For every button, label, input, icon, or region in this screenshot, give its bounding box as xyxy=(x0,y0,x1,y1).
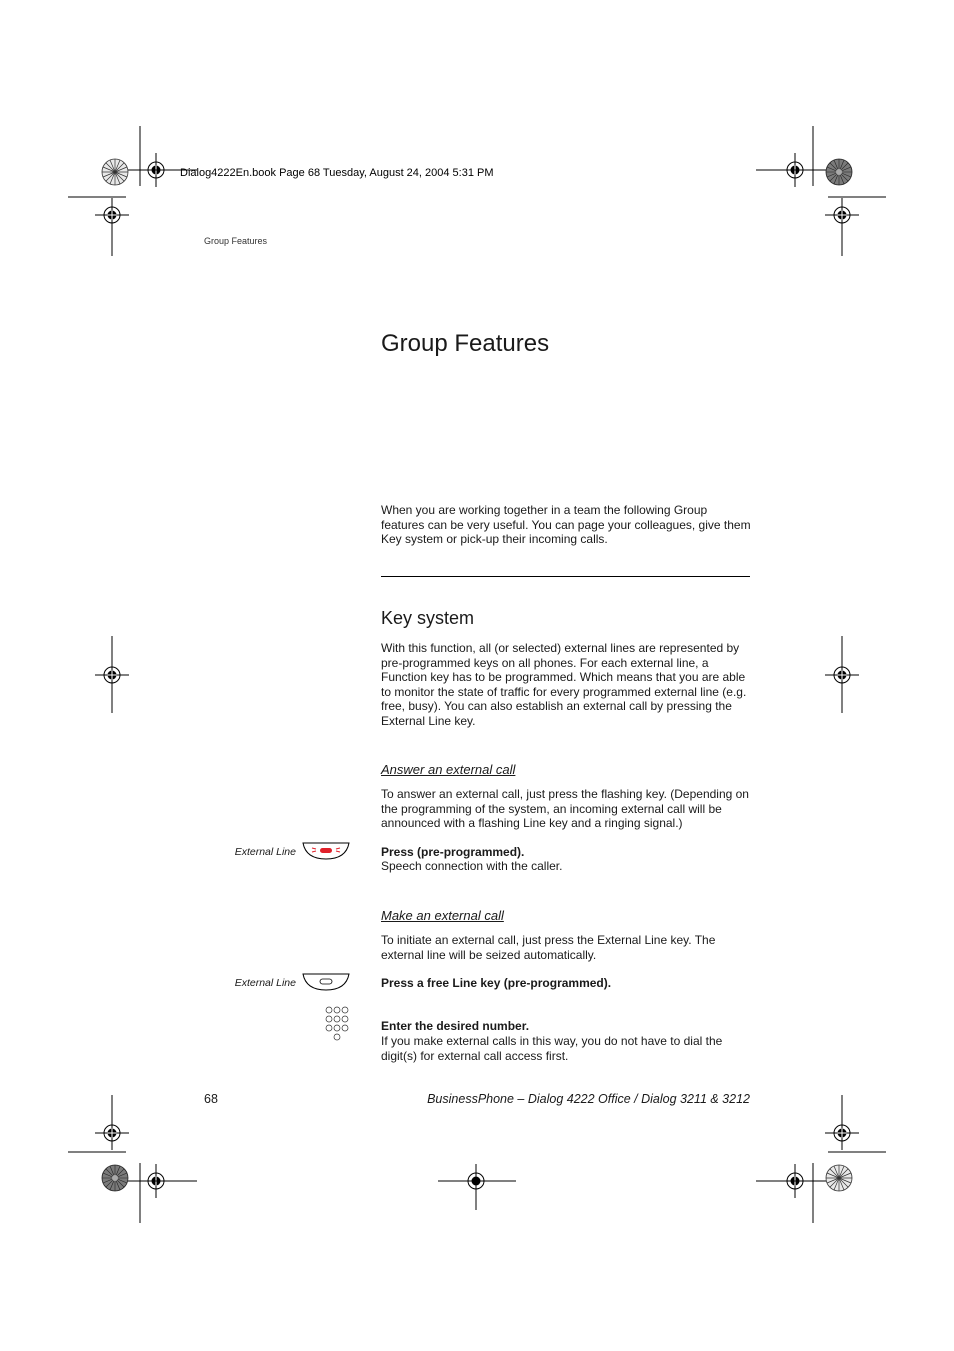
section-title: Key system xyxy=(381,608,475,628)
flashing-line-key-icon xyxy=(302,841,350,861)
section-body: With this function, all (or selected) external lines are represented by pre-programmed keys on all phones. For each external line, a Function key has to be programmed. Which means that you are able to monitor the state of traffic for every programmed external line (e.g. free, busy). You can also establish an external call by pressing the External Line key. xyxy=(381,641,747,728)
page-number: 68 xyxy=(204,1092,218,1106)
make-title: Make an external call xyxy=(381,908,504,923)
print-header: Dialog4222En.book Page 68 Tuesday, August 24, 2004 5:31 PM xyxy=(180,167,494,179)
make-step2-desc: If you make external calls in this way, you do not have to dial the digit(s) for external call access first. xyxy=(381,1034,723,1063)
answer-body: To answer an external call, just press the flashing key. (Depending on the programming of the system, an incoming external call will be announced with a flashing Line key and a ringing signal.) xyxy=(381,787,749,830)
footer-title: BusinessPhone – Dialog 4222 Office / Dialog 3211 & 3212 xyxy=(427,1092,750,1106)
answer-title: Answer an external call xyxy=(381,762,516,777)
page-title: Group Features xyxy=(381,330,550,357)
intro-paragraph: When you are working together in a team the following Group features can be very useful. You can page your colleagues, give them Key system or pick-up their incoming calls. xyxy=(381,503,751,546)
external-line-label: External Line xyxy=(234,846,296,858)
make-step1-title: Press a free Line key (pre-programmed). xyxy=(381,976,612,990)
line-key-icon xyxy=(302,972,350,992)
running-head: Group Features xyxy=(204,236,268,246)
answer-step-desc: Speech connection with the caller. xyxy=(381,859,563,873)
external-line-label-2: External Line xyxy=(234,977,296,989)
make-step2-title: Enter the desired number. xyxy=(381,1019,530,1033)
keypad-icon xyxy=(325,1006,351,1042)
answer-step-title: Press (pre-programmed). xyxy=(381,845,525,859)
make-body: To initiate an external call, just press the External Line key. The external line will be seized automatically. xyxy=(381,933,716,962)
section-divider xyxy=(381,576,750,577)
